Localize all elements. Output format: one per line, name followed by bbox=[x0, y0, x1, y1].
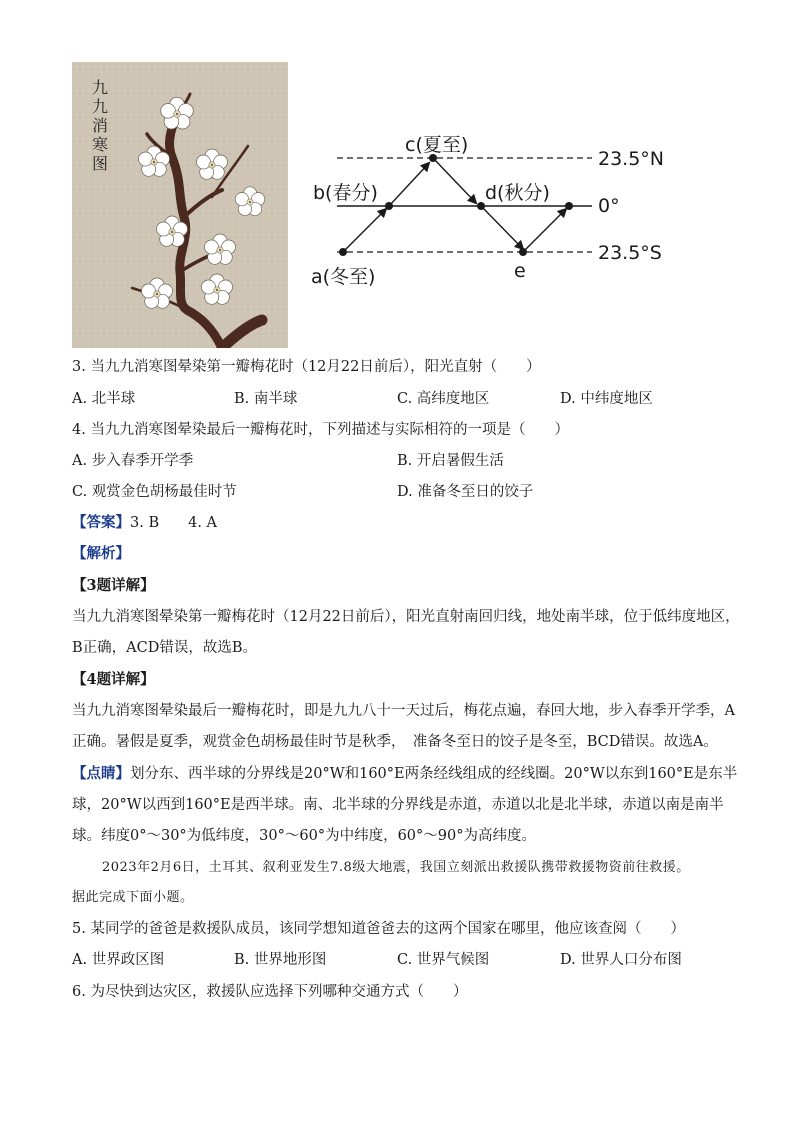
label-23-5-s: 23.5°S bbox=[598, 242, 662, 264]
tips-text-1: 划分东、西半球的分界线是20°W和160°E两条经线组成的经线圈。20°W以东到160°E是东半 bbox=[130, 766, 738, 782]
detail-3-line-2: B正确，ACD错误，故选B。 bbox=[72, 640, 258, 656]
q3-option-c: C. 高纬度地区 bbox=[397, 391, 490, 407]
question-6-stem: 6. 为尽快到达灾区，救援队应选择下列哪种交通方式（ ） bbox=[72, 984, 468, 1000]
tips-line-1 bbox=[72, 764, 737, 784]
q5-option-a: A. 世界政区图 bbox=[72, 952, 165, 968]
passage-line-1: 2023年2月6日，土耳其、叙利亚发生7.8级大地震，我国立刻派出救援队携带救援物资前往救援。 bbox=[102, 860, 690, 875]
label-equator: 0° bbox=[598, 195, 620, 217]
point-a bbox=[339, 248, 347, 256]
label-a: a(冬至) bbox=[311, 266, 376, 288]
label-c: c(夏至) bbox=[405, 134, 469, 156]
q5-option-c: C. 世界气候图 bbox=[397, 952, 490, 968]
nine-nines-cold-painting bbox=[72, 62, 288, 348]
q4-option-a: A. 步入春季开学季 bbox=[72, 453, 194, 469]
point-e bbox=[519, 248, 527, 256]
q3-option-b: B. 南半球 bbox=[234, 391, 298, 407]
detail-4-line-2: 正确。暑假是夏季，观赏金色胡杨最佳时节是秋季， 准备冬至日的饺子是冬至，BCD错误。故选A。 bbox=[72, 734, 718, 750]
q3-option-d: D. 中纬度地区 bbox=[560, 391, 653, 407]
painting-title: 九九消寒图 bbox=[92, 78, 109, 173]
detail-4-label: 【4题详解】 bbox=[72, 671, 155, 688]
point-end bbox=[565, 202, 573, 210]
q5-option-d: D. 世界人口分布图 bbox=[560, 952, 682, 968]
answer-text: 3. B 4. A bbox=[130, 515, 218, 531]
label-b: b(春分) bbox=[313, 182, 378, 204]
sun-direct-point-diagram bbox=[305, 125, 695, 295]
question-5-stem: 5. 某同学的爸爸是救援队成员，该同学想知道爸爸去的这两个国家在哪里，他应该查阅（ ） bbox=[72, 921, 685, 937]
tips-line-2: 球，20°W以西到160°E是西半球。南、北半球的分界线是赤道，赤道以北是北半球，赤道以南是南半 bbox=[72, 797, 724, 813]
answer-label: 【答案】 bbox=[72, 514, 130, 531]
answer-line bbox=[72, 513, 217, 533]
point-d bbox=[477, 202, 485, 210]
label-d: d(秋分) bbox=[485, 182, 550, 204]
passage-line-2: 据此完成下面小题。 bbox=[72, 890, 194, 905]
label-23-5-n: 23.5°N bbox=[598, 148, 665, 170]
q4-option-d: D. 准备冬至日的饺子 bbox=[397, 484, 534, 500]
q3-option-a: A. 北半球 bbox=[72, 391, 136, 407]
detail-3-label: 【3题详解】 bbox=[72, 577, 155, 594]
q4-option-b: B. 开启暑假生活 bbox=[397, 453, 504, 469]
tips-label: 【点睛】 bbox=[72, 765, 130, 782]
analysis-label: 【解析】 bbox=[72, 545, 130, 562]
question-3-stem: 3. 当九九消寒图晕染第一瓣梅花时（12月22日前后），阳光直射（ ） bbox=[72, 359, 541, 375]
point-b bbox=[385, 202, 393, 210]
question-4-stem: 4. 当九九消寒图晕染最后一瓣梅花时，下列描述与实际相符的一项是（ ） bbox=[72, 422, 569, 438]
detail-3-line-1: 当九九消寒图晕染第一瓣梅花时（12月22日前后），阳光直射南回归线，地处南半球，位于低纬度地区， bbox=[72, 609, 740, 625]
q4-option-c: C. 观赏金色胡杨最佳时节 bbox=[72, 484, 237, 500]
detail-4-line-1: 当九九消寒图晕染最后一瓣梅花时，即是九九八十一天过后，梅花点遍，春回大地，步入春季开学季，A bbox=[72, 703, 735, 719]
q5-option-b: B. 世界地形图 bbox=[234, 952, 327, 968]
tips-line-3: 球。纬度0°～30°为低纬度，30°～60°为中纬度，60°～90°为高纬度。 bbox=[72, 828, 536, 844]
label-e: e bbox=[514, 260, 526, 282]
